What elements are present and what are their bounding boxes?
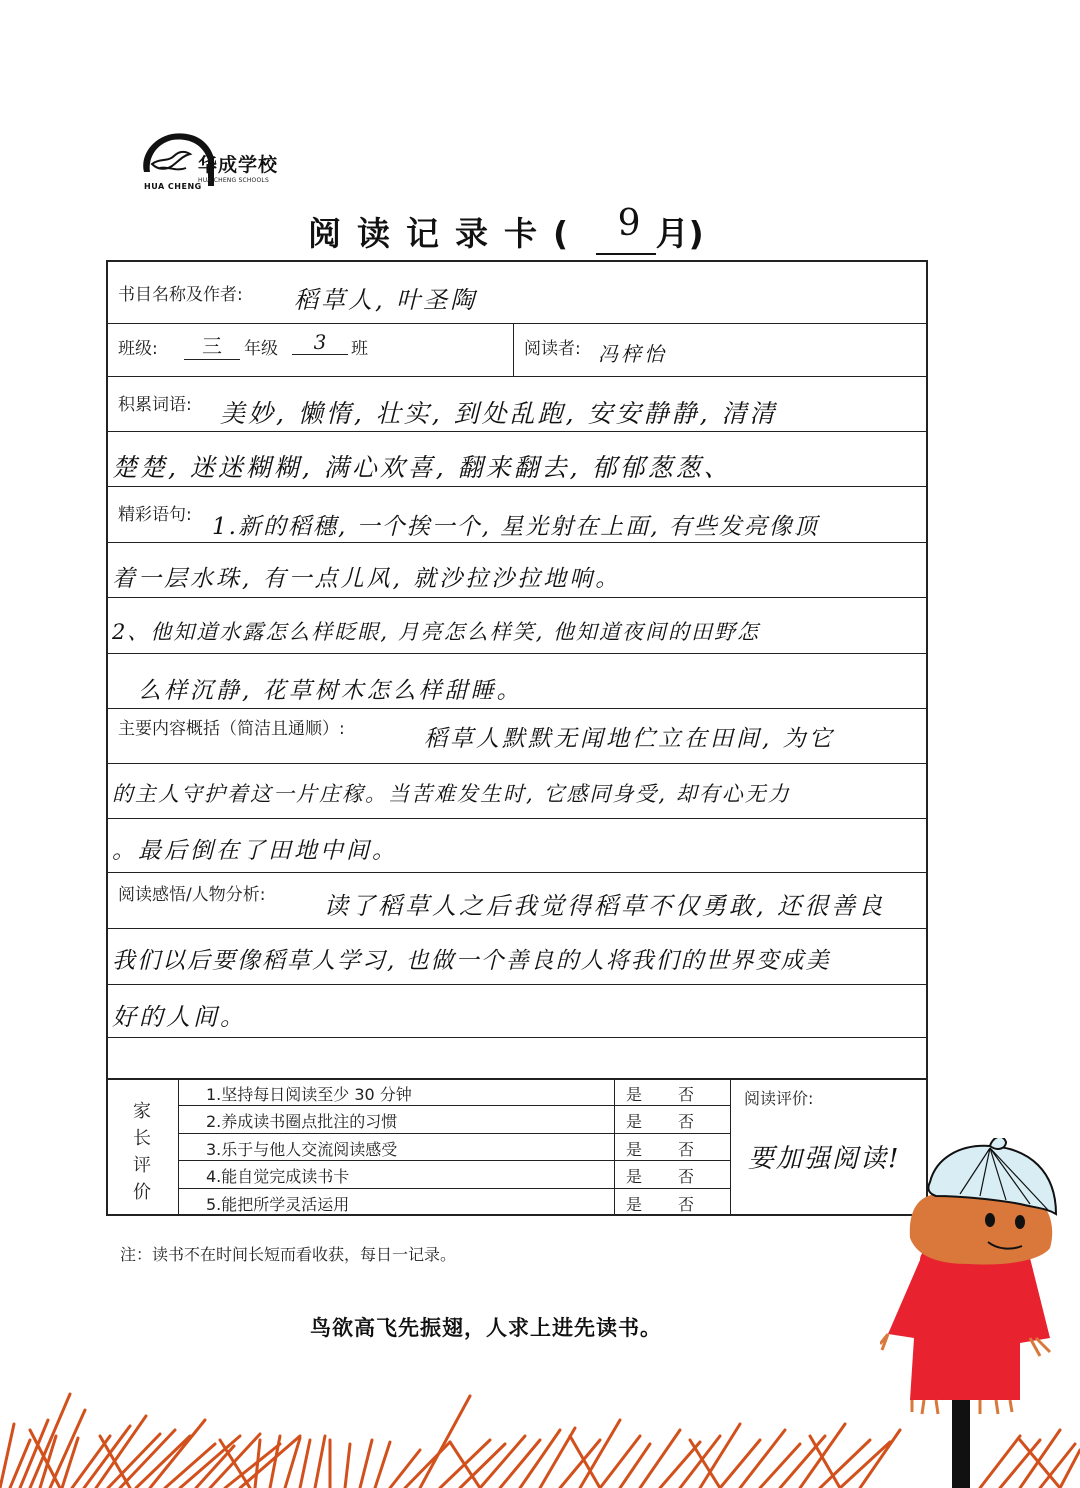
sentences-label: 精彩语句: bbox=[118, 505, 192, 525]
yes-option[interactable]: 是 bbox=[626, 1140, 643, 1159]
no-option[interactable]: 否 bbox=[678, 1195, 695, 1214]
ruled-line bbox=[108, 928, 926, 929]
footer-motto: 鸟欲高飞先振翅，人求上进先读书。 bbox=[310, 1316, 662, 1340]
grade-field[interactable]: 三 bbox=[184, 330, 240, 360]
yes-option[interactable]: 是 bbox=[626, 1167, 643, 1186]
parent-eval-item: 3.乐于与他人交流阅读感受 bbox=[206, 1140, 398, 1159]
no-option[interactable]: 否 bbox=[678, 1085, 695, 1104]
class-label: 班级: bbox=[118, 339, 158, 359]
reading-eval-label: 阅读评价: bbox=[744, 1089, 814, 1108]
ruled-line bbox=[108, 486, 926, 487]
book-value[interactable]: 稻草人, 叶圣陶 bbox=[294, 286, 478, 314]
row-divider bbox=[178, 1133, 730, 1134]
book-label: 书目名称及作者: bbox=[118, 285, 243, 305]
row-divider bbox=[178, 1160, 730, 1161]
reading-eval-value[interactable]: 要加强阅读! bbox=[748, 1144, 901, 1174]
ruled-line bbox=[108, 872, 926, 873]
scarecrow-drawing-icon bbox=[880, 1138, 1080, 1488]
sentence-line[interactable]: 么样沉静, 花草树木怎么样甜睡。 bbox=[138, 678, 523, 704]
row-divider bbox=[108, 376, 926, 377]
ruled-line bbox=[108, 984, 926, 985]
parent-eval-item: 5.能把所学灵活运用 bbox=[206, 1195, 350, 1214]
title-month-suffix: 月) bbox=[655, 214, 704, 253]
vocabulary-label: 积累词语: bbox=[118, 395, 192, 415]
ruled-line bbox=[108, 818, 926, 819]
summary-line[interactable]: 。最后倒在了田地中间。 bbox=[112, 838, 398, 864]
title-paren-open: ( bbox=[553, 214, 569, 253]
reader-value[interactable]: 冯梓怡 bbox=[598, 342, 667, 366]
col-divider bbox=[178, 1078, 179, 1216]
no-option[interactable]: 否 bbox=[678, 1140, 695, 1159]
school-name-en: HUA CHENG SCHOOLS bbox=[198, 177, 269, 184]
ruled-line bbox=[108, 1037, 926, 1038]
ruled-line bbox=[108, 431, 926, 432]
reflection-label: 阅读感悟/人物分析: bbox=[118, 885, 266, 905]
parent-evaluation-section bbox=[108, 1078, 926, 1216]
summary-label: 主要内容概括（简洁且通顺）: bbox=[118, 719, 345, 739]
logo-caption: HUA CHENG bbox=[144, 182, 202, 191]
school-name-cn: 华成学校 bbox=[198, 154, 279, 176]
parent-eval-item: 2.养成读书圈点批注的习惯 bbox=[206, 1112, 398, 1131]
month-value: 9 bbox=[617, 203, 641, 244]
sentence-line[interactable]: 1.新的稻穗, 一个挨一个, 星光射在上面, 有些发亮像顶 bbox=[212, 514, 819, 540]
col-divider bbox=[614, 1078, 615, 1216]
yes-option[interactable]: 是 bbox=[626, 1085, 643, 1104]
no-option[interactable]: 否 bbox=[678, 1167, 695, 1186]
sentence-line[interactable]: 着一层水珠, 有一点儿风, 就沙拉沙拉地响。 bbox=[112, 566, 622, 592]
yes-option[interactable]: 是 bbox=[626, 1112, 643, 1131]
ruled-line bbox=[108, 542, 926, 543]
ruled-line bbox=[108, 708, 926, 709]
yes-option[interactable]: 是 bbox=[626, 1195, 643, 1214]
col-divider bbox=[730, 1078, 731, 1216]
reflection-line[interactable]: 读了稻草人之后我觉得稻草不仅勇敢, 还很善良 bbox=[324, 892, 886, 920]
row-divider bbox=[178, 1105, 730, 1106]
sentence-line[interactable]: 2、他知道水露怎么样眨眼, 月亮怎么样笑, 他知道夜间的田野怎 bbox=[112, 620, 761, 644]
ruled-line bbox=[108, 597, 926, 598]
class-suffix: 班 bbox=[351, 339, 368, 359]
class-field[interactable]: 3 bbox=[292, 330, 348, 355]
parent-eval-item: 4.能自觉完成读书卡 bbox=[206, 1167, 350, 1186]
school-logo bbox=[138, 128, 338, 192]
reader-label: 阅读者: bbox=[524, 339, 581, 359]
vocabulary-line[interactable]: 楚楚, 迷迷糊糊, 满心欢喜, 翻来翻去, 郁郁葱葱、 bbox=[112, 453, 732, 482]
grade-suffix: 年级 bbox=[244, 339, 278, 359]
ruled-line bbox=[108, 653, 926, 654]
parent-eval-item: 1.坚持每日阅读至少 30 分钟 bbox=[206, 1085, 412, 1104]
reflection-line[interactable]: 我们以后要像稻草人学习, 也做一个善良的人将我们的世界变成美 bbox=[112, 948, 831, 974]
col-divider bbox=[513, 323, 514, 376]
footer-note: 注：读书不在时间长短而看收获，每日一记录。 bbox=[120, 1245, 457, 1264]
month-field[interactable] bbox=[596, 203, 656, 255]
no-option[interactable]: 否 bbox=[678, 1112, 695, 1131]
reading-record-card bbox=[106, 260, 928, 1216]
vocabulary-line[interactable]: 美妙, 懒惰, 壮实, 到处乱跑, 安安静静, 清清 bbox=[220, 399, 778, 428]
page-title bbox=[308, 203, 704, 255]
row-divider bbox=[178, 1188, 730, 1189]
row-divider bbox=[108, 323, 926, 324]
summary-line[interactable]: 稻草人默默无闻地伫立在田间, 为它 bbox=[424, 726, 835, 752]
parent-eval-label: 家长评价 bbox=[133, 1101, 151, 1203]
summary-line[interactable]: 的主人守护着这一片庄稼。当苦难发生时, 它感同身受, 却有心无力 bbox=[112, 782, 791, 806]
reflection-line[interactable]: 好的人间。 bbox=[112, 1003, 247, 1031]
title-text: 阅读记录卡 bbox=[308, 214, 553, 253]
ruled-line bbox=[108, 763, 926, 764]
